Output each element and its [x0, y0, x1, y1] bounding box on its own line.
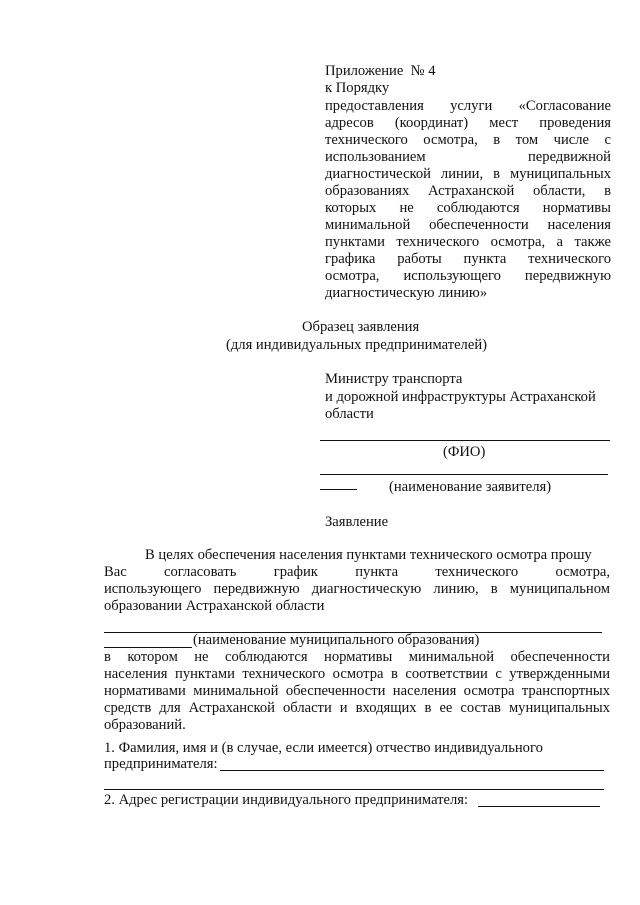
appendix-body-line: технического осмотра, в том числе с [325, 132, 611, 148]
statement-heading: Заявление [325, 514, 389, 530]
para1-line: Вас согласовать график пункта технического осмотра, [104, 564, 610, 580]
appendix-line2: к Порядку [325, 80, 390, 96]
appendix-body-line: осмотра, использующего передвижную [325, 268, 611, 284]
fio-label: (ФИО) [443, 444, 486, 460]
para2-line: населения пунктами технического осмотра в соответствии с утвержденными [104, 666, 610, 682]
para2-line: средств для Астраханской области и входящих в ее состав муниципальных [104, 700, 610, 716]
sample-subtitle: (для индивидуальных предпринимателей) [226, 337, 487, 353]
addressee-line3: области [325, 406, 374, 422]
appendix-body-line: графика работы пункта технического [325, 251, 611, 267]
appendix-title: Приложение № 4 [325, 63, 436, 79]
item1-blank-line-2 [104, 789, 604, 790]
applicant-blank-line [320, 474, 608, 475]
item1-line1: 1. Фамилия, имя и (в случае, если имеется) отчество индивидуального [104, 740, 543, 756]
para2-last-line: образований. [104, 717, 186, 733]
applicant-short-line [320, 489, 357, 490]
appendix-body-line: минимальной обеспеченности населения [325, 217, 611, 233]
sample-title: Образец заявления [302, 319, 420, 335]
addressee-line2: и дорожной инфраструктуры Астраханской [325, 389, 596, 405]
item2-blank-line [478, 806, 600, 807]
appendix-body-line: образованиях Астраханской области, в [325, 183, 611, 199]
para1-line: использующего передвижную диагностическую линию, в муниципальном [104, 581, 610, 597]
para2-line: нормативами минимальной обеспеченности населения осмотра транспортных [104, 683, 610, 699]
fio-blank-line [320, 440, 610, 441]
item1-blank-line [220, 770, 604, 771]
appendix-body-line: пунктами технического осмотра, а также [325, 234, 611, 250]
municipality-label: (наименование муниципального образования) [193, 632, 480, 648]
appendix-body-line: использованием передвижной [325, 149, 611, 165]
appendix-body-line: диагностической линии, в муниципальных [325, 166, 611, 182]
item2-label: 2. Адрес регистрации индивидуального предпринимателя: [104, 792, 469, 808]
applicant-label: (наименование заявителя) [389, 479, 552, 495]
item1-line2: предпринимателя: [104, 756, 218, 772]
appendix-body-line: адресов (координат) мест проведения [325, 115, 611, 131]
addressee-line1: Министру транспорта [325, 371, 463, 387]
appendix-last-line: диагностическую линию» [325, 285, 488, 301]
para1-first-line: В целях обеспечения населения пунктами технического осмотра прошу [145, 547, 592, 563]
para1-last-line: образовании Астраханской области [104, 598, 325, 614]
para2-line: в котором не соблюдаются нормативы минимальной обеспеченности [104, 649, 610, 665]
appendix-body-line: которых не соблюдаются нормативы [325, 200, 611, 216]
appendix-body-line: предоставления услуги «Согласование [325, 98, 611, 114]
